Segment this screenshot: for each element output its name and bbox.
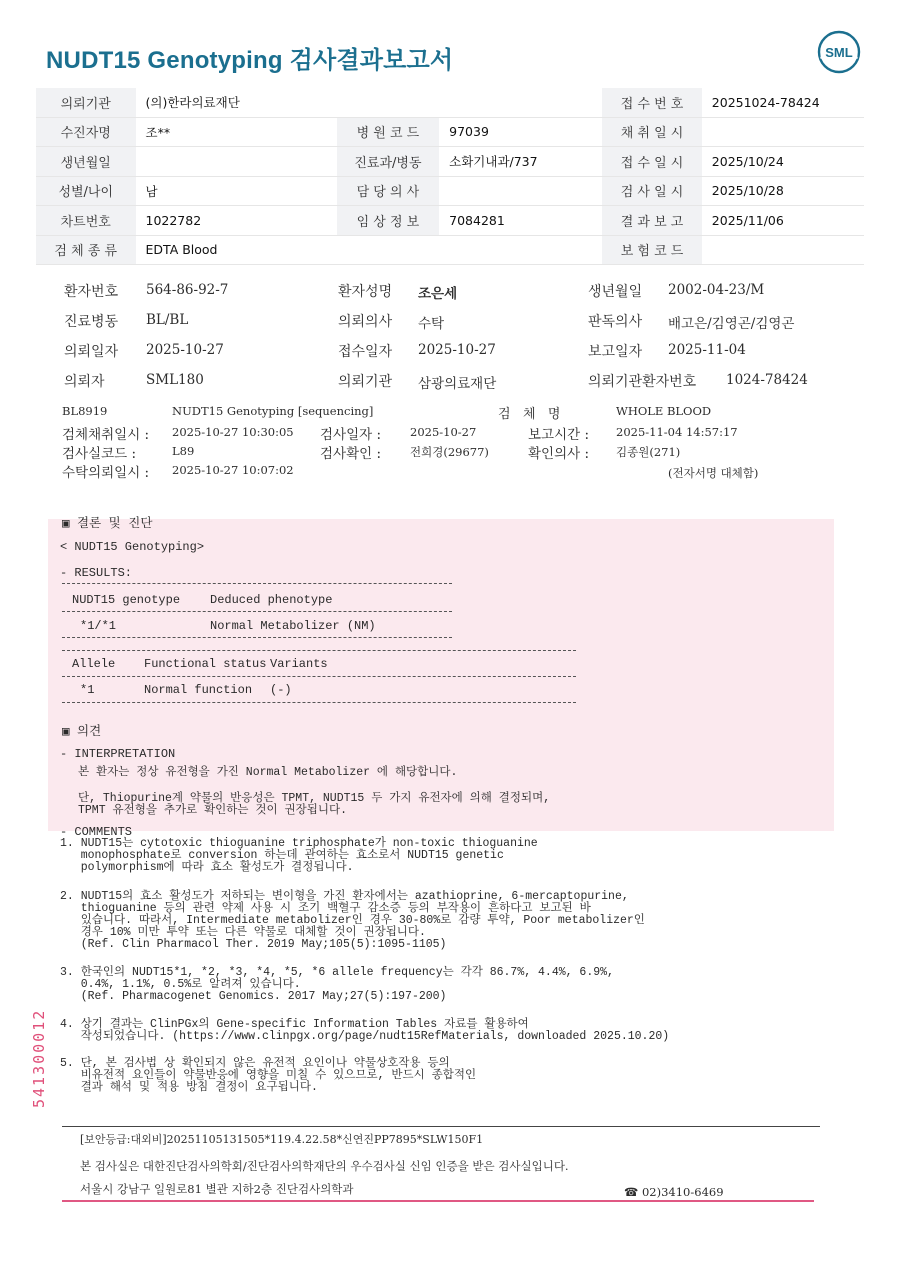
info-label: 검 체 종 류 <box>36 236 136 265</box>
variants-value: (-) <box>270 683 292 697</box>
logo-text: SML <box>825 45 853 60</box>
test-code: BL8919 <box>62 404 108 418</box>
patient-field-label: 의뢰의사 <box>338 314 393 330</box>
opinion-section-title: ▣ 의견 <box>62 725 102 739</box>
info-value: 2025/10/28 <box>711 183 784 199</box>
confirm-value: 전희경(29677) <box>410 445 489 459</box>
specimen-label: 검 체 명 <box>498 407 561 422</box>
patient-field-value: 1024-78424 <box>726 372 808 388</box>
patient-field-label: 의뢰일자 <box>64 344 119 360</box>
info-row <box>36 236 864 266</box>
security-line: [보안등급:대외비]20251105131505*119.4.22.58*신연진PP7895*SLW150F1 <box>80 1133 484 1146</box>
comment-line: 1. NUDT15는 cytotoxic thioguanine triphosphate가 non-toxic thioguanine <box>60 837 538 850</box>
info-value <box>136 147 337 176</box>
patient-field-label: 판독의사 <box>588 314 643 330</box>
request-value: 2025-10-27 10:07:02 <box>172 463 294 477</box>
divider <box>62 702 576 703</box>
info-value <box>439 177 602 206</box>
comment-line: polymorphism에 따라 효소 활성도가 결정됩니다. <box>60 861 354 874</box>
info-value: (의)한라의료재단 <box>145 95 240 111</box>
interpretation-label: - INTERPRETATION <box>60 747 176 761</box>
info-label: 진료과/병동 <box>337 147 439 176</box>
info-row <box>36 88 864 118</box>
col-genotype: NUDT15 genotype <box>72 593 181 607</box>
side-barcode-number: 541300012 <box>30 1008 48 1108</box>
interpretation-line: 단, Thiopurine계 약물의 반응성은 TPMT, NUDT15 두 가지 유전자에 의해 결정되며, <box>78 792 551 805</box>
esign-note: (전자서명 대체함) <box>668 466 759 480</box>
request-label: 수탁의뢰일시 : <box>62 465 150 481</box>
comment-line: 작성되었습니다. (https://www.clinpgx.org/page/nudt15RefMaterials, downloaded 2025.10.20) <box>60 1030 670 1043</box>
info-label: 보 험 코 드 <box>602 236 702 265</box>
info-label <box>337 88 439 117</box>
info-label: 담 당 의 사 <box>337 177 439 206</box>
patient-field-value: 조은세 <box>418 286 458 302</box>
patient-field-label: 보고일자 <box>588 344 643 360</box>
divider <box>62 583 452 584</box>
comment-line: 0.4%, 1.1%, 0.5%로 알려져 있습니다. <box>60 978 301 991</box>
info-label: 차트번호 <box>36 206 136 235</box>
info-row <box>36 118 864 148</box>
patient-field-label: 의뢰기관환자번호 <box>588 374 697 390</box>
patient-field-value: 2025-10-27 <box>418 342 496 358</box>
info-value: EDTA Blood <box>145 242 218 258</box>
comment-line: 결과 해석 및 적용 방침 결정이 요구됩니다. <box>60 1081 318 1094</box>
report-title: NUDT15 Genotyping 검사결과보고서 <box>46 47 454 74</box>
info-label: 채 취 일 시 <box>602 118 702 147</box>
collect-value: 2025-10-27 10:30:05 <box>172 425 294 439</box>
info-label: 접 수 일 시 <box>602 147 702 176</box>
patient-field-label: 생년월일 <box>588 284 643 300</box>
col-phenotype: Deduced phenotype <box>210 593 333 607</box>
testdate-label: 검사일자 : <box>320 427 382 443</box>
genotype-value: *1/*1 <box>80 619 117 633</box>
status-value: Normal function <box>144 683 253 697</box>
comment-line: thioguanine 등의 관련 약제 사용 시 조기 백혈구 감소증 등의 부작용이 흔하다고 보고된 바 <box>60 902 591 915</box>
patient-field-label: 진료병동 <box>64 314 119 330</box>
col-variants: Variants <box>270 657 328 671</box>
info-row <box>36 147 864 177</box>
info-value: 1022782 <box>145 212 202 228</box>
info-value <box>702 236 864 265</box>
specimen-value: WHOLE BLOOD <box>616 404 712 418</box>
comment-line: 4. 상기 결과는 ClinPGx의 Gene-specific Information Tables 자료를 활용하여 <box>60 1018 529 1031</box>
patient-field-label: 의뢰기관 <box>338 374 393 390</box>
interpretation-line: TPMT 유전형을 추가로 확인하는 것이 권장됩니다. <box>78 804 347 817</box>
collect-label: 검체채취일시 : <box>62 427 150 443</box>
doctor-value: 김종원(271) <box>616 445 681 459</box>
patient-field-label: 환자성명 <box>338 284 393 300</box>
confirm-label: 검사확인 : <box>320 446 382 462</box>
info-value: 소화기내과/737 <box>449 154 538 170</box>
reporttime-value: 2025-11-04 14:57:17 <box>616 425 738 439</box>
results-label: - RESULTS: <box>60 566 133 580</box>
test-name: NUDT15 Genotyping [sequencing] <box>172 404 374 418</box>
info-label: 병 원 코 드 <box>337 118 439 147</box>
request-info-grid <box>36 88 864 265</box>
comment-line: (Ref. Clin Pharmacol Ther. 2019 May;105(5):1095-1105) <box>60 938 447 951</box>
divider <box>62 676 576 677</box>
comment-line: 있습니다. 따라서, Intermediate metabolizer인 경우 30-80%로 감량 투약, Poor metabolizer인 <box>60 914 645 927</box>
patient-field-label: 환자번호 <box>64 284 119 300</box>
patient-field-value: 2025-11-04 <box>668 342 746 358</box>
patient-field-value: BL/BL <box>146 312 189 328</box>
info-label: 성별/나이 <box>36 177 136 206</box>
results-highlight <box>48 519 834 831</box>
sml-logo <box>817 30 861 74</box>
address-text: 서울시 강남구 일원로81 별관 지하2층 진단검사의학과 <box>80 1182 354 1196</box>
info-label: 수진자명 <box>36 118 136 147</box>
patient-field-value: 2002-04-23/M <box>668 282 765 298</box>
info-value: 2025/10/24 <box>711 153 784 169</box>
info-value <box>702 118 864 147</box>
info-label: 결 과 보 고 <box>602 206 702 235</box>
patient-field-value: SML180 <box>146 372 204 388</box>
info-value <box>439 88 602 117</box>
phone-text: ☎ 02)3410-6469 <box>624 1185 724 1199</box>
divider <box>62 650 576 651</box>
phenotype-value: Normal Metabolizer (NM) <box>210 619 376 633</box>
info-value <box>439 236 602 265</box>
results-test-title: < NUDT15 Genotyping> <box>60 540 205 554</box>
col-functional-status: Functional status <box>144 657 267 671</box>
info-label: 임 상 정 보 <box>337 206 439 235</box>
allele-value: *1 <box>80 683 95 697</box>
patient-field-label: 의뢰자 <box>64 374 105 390</box>
info-value: 남 <box>145 183 158 199</box>
divider <box>62 611 452 612</box>
comment-line: 2. NUDT15의 효소 활성도가 저하되는 변이형을 가진 환자에서는 azathioprine, 6-mercaptopurine, <box>60 890 629 903</box>
info-value: 조** <box>145 124 171 140</box>
footer-pink-line <box>62 1200 814 1202</box>
info-label: 검 사 일 시 <box>602 177 702 206</box>
patient-field-value: 삼광의료재단 <box>418 376 497 392</box>
info-row <box>36 177 864 207</box>
comment-line: 경우 10% 미만 투약 또는 다른 약물로 대체할 것이 권장됩니다. <box>60 926 426 939</box>
patient-field-label: 접수일자 <box>338 344 393 360</box>
info-value: 2025/11/06 <box>711 212 784 228</box>
results-section-title: ▣ 결론 및 진단 <box>62 517 153 531</box>
comments-label: - COMMENTS <box>60 825 133 839</box>
doctor-label: 확인의사 : <box>528 446 590 462</box>
patient-field-value: 2025-10-27 <box>146 342 224 358</box>
comment-line: monophosphate로 conversion 하는데 관여하는 효소로서 NUDT15 genetic <box>60 849 504 862</box>
footer-divider <box>62 1126 820 1127</box>
comment-line: 5. 단, 본 검사법 상 확인되지 않은 유전적 요인이나 약물상호작용 등의 <box>60 1057 450 1070</box>
col-allele: Allele <box>72 657 116 671</box>
testdate-value: 2025-10-27 <box>410 425 477 439</box>
divider <box>62 637 452 638</box>
info-value: 97039 <box>449 124 489 140</box>
lab-code-value: L89 <box>172 444 195 458</box>
comment-line: 3. 한국인의 NUDT15*1, *2, *3, *4, *5, *6 allele frequency는 각각 86.7%, 4.4%, 6.9%, <box>60 966 614 979</box>
patient-field-value: 564-86-92-7 <box>146 282 229 298</box>
info-row <box>36 206 864 236</box>
info-label: 생년월일 <box>36 147 136 176</box>
certification-text: 본 검사실은 대한진단검사의학회/진단검사의학재단의 우수검사실 신임 인증을 받은 검사실입니다. <box>80 1159 569 1173</box>
info-value: 7084281 <box>449 212 505 228</box>
reporttime-label: 보고시간 : <box>528 427 590 443</box>
lab-code-label: 검사실코드 : <box>62 446 137 462</box>
comment-line: (Ref. Pharmacogenet Genomics. 2017 May;27(5):197-200) <box>60 990 447 1003</box>
comment-line: 비유전적 요인들이 약물반응에 영향을 미칠 수 있으므로, 반드시 종합적인 <box>60 1069 477 1082</box>
info-label <box>337 236 439 265</box>
info-label: 의뢰기관 <box>36 88 136 117</box>
interpretation-line: 본 환자는 정상 유전형을 가진 Normal Metabolizer 에 해당합니다. <box>78 766 458 779</box>
info-value: 20251024-78424 <box>711 94 820 110</box>
patient-field-value: 수탁 <box>418 316 445 332</box>
info-label: 접 수 번 호 <box>602 88 702 117</box>
patient-field-value: 배고은/김영곤/김영곤 <box>668 316 795 332</box>
